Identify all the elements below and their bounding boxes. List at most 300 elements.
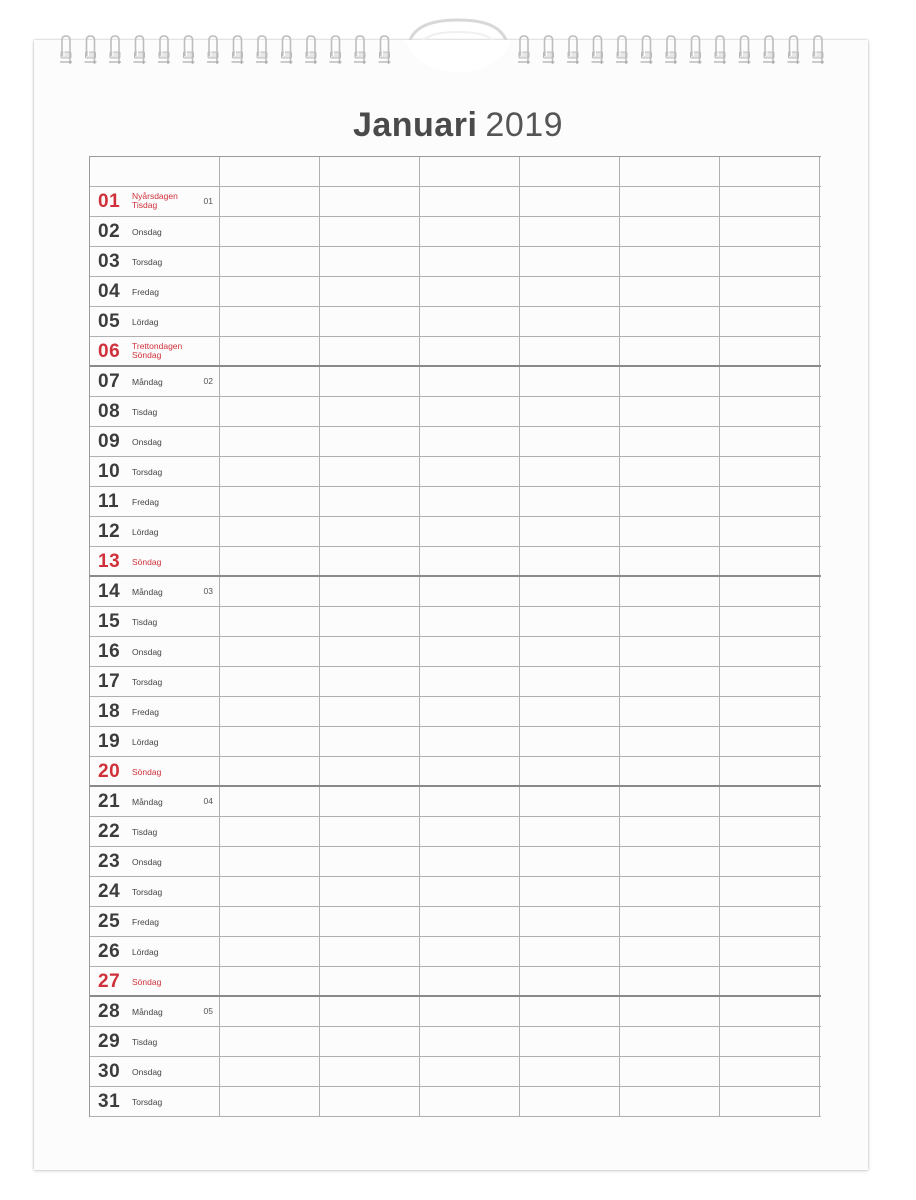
entry-cell[interactable]: [620, 907, 720, 936]
entry-cell[interactable]: [620, 487, 720, 516]
entry-cell[interactable]: [220, 397, 320, 426]
entry-cell[interactable]: [620, 997, 720, 1026]
entry-cell[interactable]: [420, 577, 520, 606]
entry-cell[interactable]: [520, 907, 620, 936]
entry-cell[interactable]: [520, 817, 620, 846]
day-name: [132, 647, 162, 657]
wire-binding: [0, 0, 916, 80]
day-row: [90, 757, 821, 787]
entry-cell[interactable]: [520, 187, 620, 216]
entry-cell[interactable]: [620, 457, 720, 486]
entry-cell[interactable]: [720, 877, 820, 906]
day-row: [90, 727, 821, 757]
weekday-name: Torsdag: [132, 467, 163, 477]
entry-cell[interactable]: [520, 367, 620, 396]
entry-cell[interactable]: [220, 577, 320, 606]
entry-cell[interactable]: [720, 757, 820, 785]
entry-cell[interactable]: [320, 937, 420, 966]
weekday-name: Måndag: [132, 1007, 163, 1017]
entry-cell[interactable]: [220, 337, 320, 365]
entry-cell[interactable]: [220, 247, 320, 276]
entry-cell[interactable]: [620, 727, 720, 756]
day-name: [132, 977, 161, 987]
entry-cell[interactable]: [720, 1057, 820, 1086]
week-number: 05: [203, 1006, 213, 1016]
entry-cell[interactable]: [720, 217, 820, 246]
entry-cell[interactable]: [720, 607, 820, 636]
day-row: [90, 547, 821, 577]
entry-cell[interactable]: [720, 247, 820, 276]
entry-cell[interactable]: [520, 667, 620, 696]
day-number: 11: [98, 491, 120, 512]
entry-cell[interactable]: [220, 367, 320, 396]
entry-cell[interactable]: [720, 337, 820, 365]
entry-cell[interactable]: [620, 367, 720, 396]
day-row: [90, 307, 821, 337]
entry-cell[interactable]: [720, 457, 820, 486]
entry-cell[interactable]: [520, 637, 620, 666]
day-number: 30: [98, 1061, 121, 1082]
weekday-name: Söndag: [132, 350, 162, 360]
entry-cell[interactable]: [720, 367, 820, 396]
entry-cell[interactable]: [420, 757, 520, 785]
entry-cell[interactable]: [520, 997, 620, 1026]
day-name: [132, 257, 162, 267]
day-name: [132, 467, 162, 477]
entry-cell[interactable]: [220, 457, 320, 486]
weekday-name: Lördag: [132, 527, 159, 537]
day-label-cell: [90, 427, 220, 456]
entry-cell[interactable]: [420, 667, 520, 696]
entry-cell[interactable]: [320, 457, 420, 486]
weekday-name: Måndag: [132, 587, 163, 597]
entry-cell[interactable]: [620, 187, 720, 216]
day-label-cell: [90, 877, 220, 906]
day-label-cell: [90, 277, 220, 306]
entry-cell[interactable]: [520, 1057, 620, 1086]
entry-cell[interactable]: [220, 787, 320, 816]
entry-cell[interactable]: [620, 517, 720, 546]
day-name: [132, 737, 158, 747]
day-row: [90, 1027, 821, 1057]
entry-cell[interactable]: [420, 1027, 520, 1056]
entry-cell[interactable]: [320, 877, 420, 906]
weekday-name: Onsdag: [132, 227, 162, 237]
day-number: 04: [98, 281, 121, 302]
entry-cell[interactable]: [720, 847, 820, 876]
entry-cell[interactable]: [520, 1087, 620, 1116]
day-row: [90, 487, 821, 517]
weekday-name: Söndag: [132, 977, 162, 987]
day-row: [90, 367, 821, 397]
entry-cell[interactable]: [220, 667, 320, 696]
entry-cell[interactable]: [720, 397, 820, 426]
entry-cell[interactable]: [420, 217, 520, 246]
day-label-cell: [90, 787, 220, 816]
entry-cell[interactable]: [320, 997, 420, 1026]
week-number: 04: [203, 796, 213, 806]
entry-cell[interactable]: [220, 1057, 320, 1086]
month-name: Januari: [352, 106, 478, 144]
entry-cell[interactable]: [620, 217, 720, 246]
entry-cell[interactable]: [520, 847, 620, 876]
entry-cell[interactable]: [520, 457, 620, 486]
entry-cell[interactable]: [220, 697, 320, 726]
day-number: 18: [98, 701, 121, 722]
weekday-name: Lördag: [132, 947, 159, 957]
day-row: [90, 247, 821, 277]
day-number: 05: [98, 311, 121, 332]
entry-cell[interactable]: [620, 817, 720, 846]
entry-cell[interactable]: [320, 187, 420, 216]
day-name: [132, 437, 162, 447]
entry-cell[interactable]: [320, 967, 420, 995]
entry-cell[interactable]: [320, 1027, 420, 1056]
entry-cell[interactable]: [620, 307, 720, 336]
day-name: [132, 407, 157, 417]
entry-cell[interactable]: [320, 1087, 420, 1116]
entry-cell[interactable]: [420, 337, 520, 365]
day-row: [90, 187, 821, 217]
entry-cell[interactable]: [320, 307, 420, 336]
day-label-cell: [90, 217, 220, 246]
entry-cell[interactable]: [420, 307, 520, 336]
day-name: [132, 342, 182, 360]
entry-cell[interactable]: [420, 937, 520, 966]
weekday-name: Söndag: [132, 767, 162, 777]
entry-cell[interactable]: [720, 937, 820, 966]
entry-cell[interactable]: [320, 517, 420, 546]
entry-cell[interactable]: [420, 157, 520, 186]
entry-cell[interactable]: [520, 727, 620, 756]
day-row: [90, 907, 821, 937]
day-name: [132, 797, 163, 807]
entry-cell[interactable]: [720, 577, 820, 606]
entry-cell[interactable]: [520, 487, 620, 516]
entry-cell[interactable]: [620, 157, 720, 186]
entry-cell[interactable]: [620, 1057, 720, 1086]
entry-cell[interactable]: [320, 697, 420, 726]
day-row: [90, 217, 821, 247]
entry-cell[interactable]: [220, 817, 320, 846]
entry-cell[interactable]: [720, 187, 820, 216]
day-name: [132, 917, 159, 927]
day-number: 28: [98, 1001, 121, 1022]
entry-cell[interactable]: [720, 427, 820, 456]
entry-cell[interactable]: [520, 337, 620, 365]
entry-cell[interactable]: [620, 247, 720, 276]
day-row: [90, 397, 821, 427]
entry-cell[interactable]: [520, 937, 620, 966]
entry-cell[interactable]: [620, 547, 720, 575]
weekday-name: Tisdag: [132, 1037, 158, 1047]
entry-cell[interactable]: [320, 337, 420, 365]
entry-cell[interactable]: [520, 877, 620, 906]
day-name: [132, 707, 159, 717]
entry-cell[interactable]: [320, 727, 420, 756]
weekday-name: Måndag: [132, 377, 163, 387]
entry-cell[interactable]: [220, 157, 320, 186]
day-label-cell: [90, 817, 220, 846]
week-number: 03: [203, 586, 213, 596]
entry-cell[interactable]: [320, 397, 420, 426]
weekday-name: Onsdag: [132, 1067, 162, 1077]
entry-cell[interactable]: [420, 247, 520, 276]
entry-cell[interactable]: [420, 967, 520, 995]
weekday-name: Torsdag: [132, 1097, 163, 1107]
day-label-cell: [90, 937, 220, 966]
entry-cell[interactable]: [520, 547, 620, 575]
day-label-cell: [90, 517, 220, 546]
entry-cell[interactable]: [520, 787, 620, 816]
entry-cell[interactable]: [320, 787, 420, 816]
entry-cell[interactable]: [720, 817, 820, 846]
entry-cell[interactable]: [320, 667, 420, 696]
day-row: [90, 577, 821, 607]
week-number: 02: [203, 376, 213, 386]
entry-cell[interactable]: [420, 187, 520, 216]
entry-cell[interactable]: [220, 547, 320, 575]
entry-cell[interactable]: [420, 787, 520, 816]
entry-cell[interactable]: [420, 277, 520, 306]
entry-cell[interactable]: [420, 397, 520, 426]
day-number: 15: [98, 611, 121, 632]
day-number: 10: [98, 461, 121, 482]
day-number: 09: [98, 431, 121, 452]
entry-cell[interactable]: [220, 1087, 320, 1116]
entry-cell[interactable]: [620, 667, 720, 696]
entry-cell[interactable]: [220, 307, 320, 336]
entry-cell[interactable]: [620, 697, 720, 726]
day-name: [132, 192, 178, 210]
entry-cell[interactable]: [520, 247, 620, 276]
day-label-cell: [90, 967, 220, 995]
day-label-cell: [90, 487, 220, 516]
day-name: [132, 227, 162, 237]
weekday-name: Tisdag: [132, 827, 158, 837]
entry-cell[interactable]: [320, 367, 420, 396]
entry-cell[interactable]: [720, 787, 820, 816]
entry-cell[interactable]: [620, 937, 720, 966]
entry-cell[interactable]: [620, 637, 720, 666]
entry-cell[interactable]: [620, 277, 720, 306]
entry-cell[interactable]: [320, 907, 420, 936]
entry-cell[interactable]: [220, 967, 320, 995]
entry-cell[interactable]: [720, 487, 820, 516]
entry-cell[interactable]: [520, 307, 620, 336]
entry-cell[interactable]: [720, 157, 820, 186]
entry-cell[interactable]: [420, 547, 520, 575]
day-number: 26: [98, 941, 121, 962]
entry-cell[interactable]: [420, 427, 520, 456]
entry-cell[interactable]: [320, 247, 420, 276]
day-label-cell: [90, 667, 220, 696]
day-name: [132, 617, 157, 627]
entry-cell[interactable]: [420, 997, 520, 1026]
day-number: 08: [98, 401, 121, 422]
entry-cell[interactable]: [520, 697, 620, 726]
entry-cell[interactable]: [720, 1027, 820, 1056]
day-label-cell: [90, 847, 220, 876]
entry-cell[interactable]: [720, 727, 820, 756]
day-name: [132, 527, 158, 537]
entry-cell[interactable]: [620, 607, 720, 636]
entry-cell[interactable]: [320, 1057, 420, 1086]
day-row: [90, 427, 821, 457]
entry-cell[interactable]: [720, 997, 820, 1026]
entry-cell[interactable]: [420, 1087, 520, 1116]
entry-cell[interactable]: [620, 757, 720, 785]
day-number: 22: [98, 821, 121, 842]
day-row: [90, 277, 821, 307]
entry-cell[interactable]: [220, 877, 320, 906]
entry-cell[interactable]: [620, 397, 720, 426]
entry-cell[interactable]: [320, 817, 420, 846]
day-row: [90, 997, 821, 1027]
entry-cell[interactable]: [720, 547, 820, 575]
entry-cell[interactable]: [420, 637, 520, 666]
day-name: [132, 497, 159, 507]
entry-cell[interactable]: [220, 637, 320, 666]
entry-cell[interactable]: [620, 427, 720, 456]
entry-cell[interactable]: [520, 967, 620, 995]
entry-cell[interactable]: [420, 607, 520, 636]
entry-cell[interactable]: [620, 337, 720, 365]
entry-cell[interactable]: [520, 757, 620, 785]
day-label-cell: [90, 997, 220, 1026]
entry-cell[interactable]: [320, 427, 420, 456]
entry-cell[interactable]: [320, 607, 420, 636]
entry-cell[interactable]: [420, 457, 520, 486]
day-number: 17: [98, 671, 121, 692]
entry-cell[interactable]: [620, 1087, 720, 1116]
day-label-cell: [90, 1057, 220, 1086]
entry-cell[interactable]: [220, 1027, 320, 1056]
entry-cell[interactable]: [620, 877, 720, 906]
entry-cell[interactable]: [220, 937, 320, 966]
entry-cell[interactable]: [320, 547, 420, 575]
entry-cell[interactable]: [220, 187, 320, 216]
entry-cell[interactable]: [320, 487, 420, 516]
entry-cell[interactable]: [420, 877, 520, 906]
entry-cell[interactable]: [420, 367, 520, 396]
entry-cell[interactable]: [520, 397, 620, 426]
entry-cell[interactable]: [520, 1027, 620, 1056]
entry-cell[interactable]: [220, 607, 320, 636]
weekday-name: Onsdag: [132, 437, 162, 447]
entry-cell[interactable]: [320, 277, 420, 306]
entry-cell[interactable]: [420, 487, 520, 516]
day-name: [132, 887, 162, 897]
day-row: [90, 787, 821, 817]
entry-cell[interactable]: [220, 727, 320, 756]
entry-cell[interactable]: [420, 1057, 520, 1086]
entry-cell[interactable]: [220, 997, 320, 1026]
day-row: [90, 667, 821, 697]
entry-cell[interactable]: [220, 277, 320, 306]
entry-cell[interactable]: [420, 907, 520, 936]
day-row: [90, 847, 821, 877]
header-row: [90, 157, 821, 187]
day-row: [90, 637, 821, 667]
entry-cell[interactable]: [720, 277, 820, 306]
entry-cell[interactable]: [420, 847, 520, 876]
entry-cell[interactable]: [320, 757, 420, 785]
entry-cell[interactable]: [620, 577, 720, 606]
entry-cell[interactable]: [520, 577, 620, 606]
day-label-cell: [90, 337, 220, 365]
day-number: 23: [98, 851, 121, 872]
entry-cell[interactable]: [520, 427, 620, 456]
entry-cell[interactable]: [720, 667, 820, 696]
day-number: 25: [98, 911, 121, 932]
entry-cell[interactable]: [320, 217, 420, 246]
entry-cell[interactable]: [720, 967, 820, 995]
entry-cell[interactable]: [720, 907, 820, 936]
entry-cell[interactable]: [520, 217, 620, 246]
day-name: [132, 1007, 163, 1017]
weekday-name: Tisdag: [132, 617, 158, 627]
day-label-cell: [90, 697, 220, 726]
day-label-cell: [90, 307, 220, 336]
entry-cell[interactable]: [320, 847, 420, 876]
entry-cell[interactable]: [620, 1027, 720, 1056]
day-number: 12: [98, 521, 121, 542]
entry-cell[interactable]: [420, 817, 520, 846]
entry-cell[interactable]: [720, 307, 820, 336]
entry-cell[interactable]: [520, 157, 620, 186]
day-label-cell: [90, 157, 220, 186]
entry-cell[interactable]: [720, 637, 820, 666]
entry-cell[interactable]: [220, 847, 320, 876]
entry-cell[interactable]: [520, 277, 620, 306]
entry-cell[interactable]: [220, 757, 320, 785]
day-name: [132, 287, 159, 297]
entry-cell[interactable]: [420, 697, 520, 726]
entry-cell[interactable]: [320, 157, 420, 186]
entry-cell[interactable]: [220, 487, 320, 516]
day-row: [90, 967, 821, 997]
entry-cell[interactable]: [620, 847, 720, 876]
entry-cell[interactable]: [220, 427, 320, 456]
entry-cell[interactable]: [520, 607, 620, 636]
entry-cell[interactable]: [620, 967, 720, 995]
entry-cell[interactable]: [620, 787, 720, 816]
day-number: 29: [98, 1031, 121, 1052]
day-name: [132, 557, 161, 567]
entry-cell[interactable]: [720, 697, 820, 726]
entry-cell[interactable]: [220, 217, 320, 246]
entry-cell[interactable]: [320, 577, 420, 606]
week-number: 01: [203, 196, 213, 206]
day-number: 27: [98, 971, 121, 992]
entry-cell[interactable]: [420, 727, 520, 756]
weekday-name: Söndag: [132, 557, 162, 567]
entry-cell[interactable]: [220, 907, 320, 936]
entry-cell[interactable]: [220, 517, 320, 546]
day-label-cell: [90, 247, 220, 276]
entry-cell[interactable]: [320, 637, 420, 666]
day-name: [132, 1097, 162, 1107]
entry-cell[interactable]: [420, 517, 520, 546]
weekday-name: Fredag: [132, 497, 159, 507]
day-name: [132, 857, 162, 867]
entry-cell[interactable]: [520, 517, 620, 546]
day-number: 03: [98, 251, 121, 272]
entry-cell[interactable]: [720, 1087, 820, 1116]
entry-cell[interactable]: [720, 517, 820, 546]
day-number: 13: [98, 551, 121, 572]
